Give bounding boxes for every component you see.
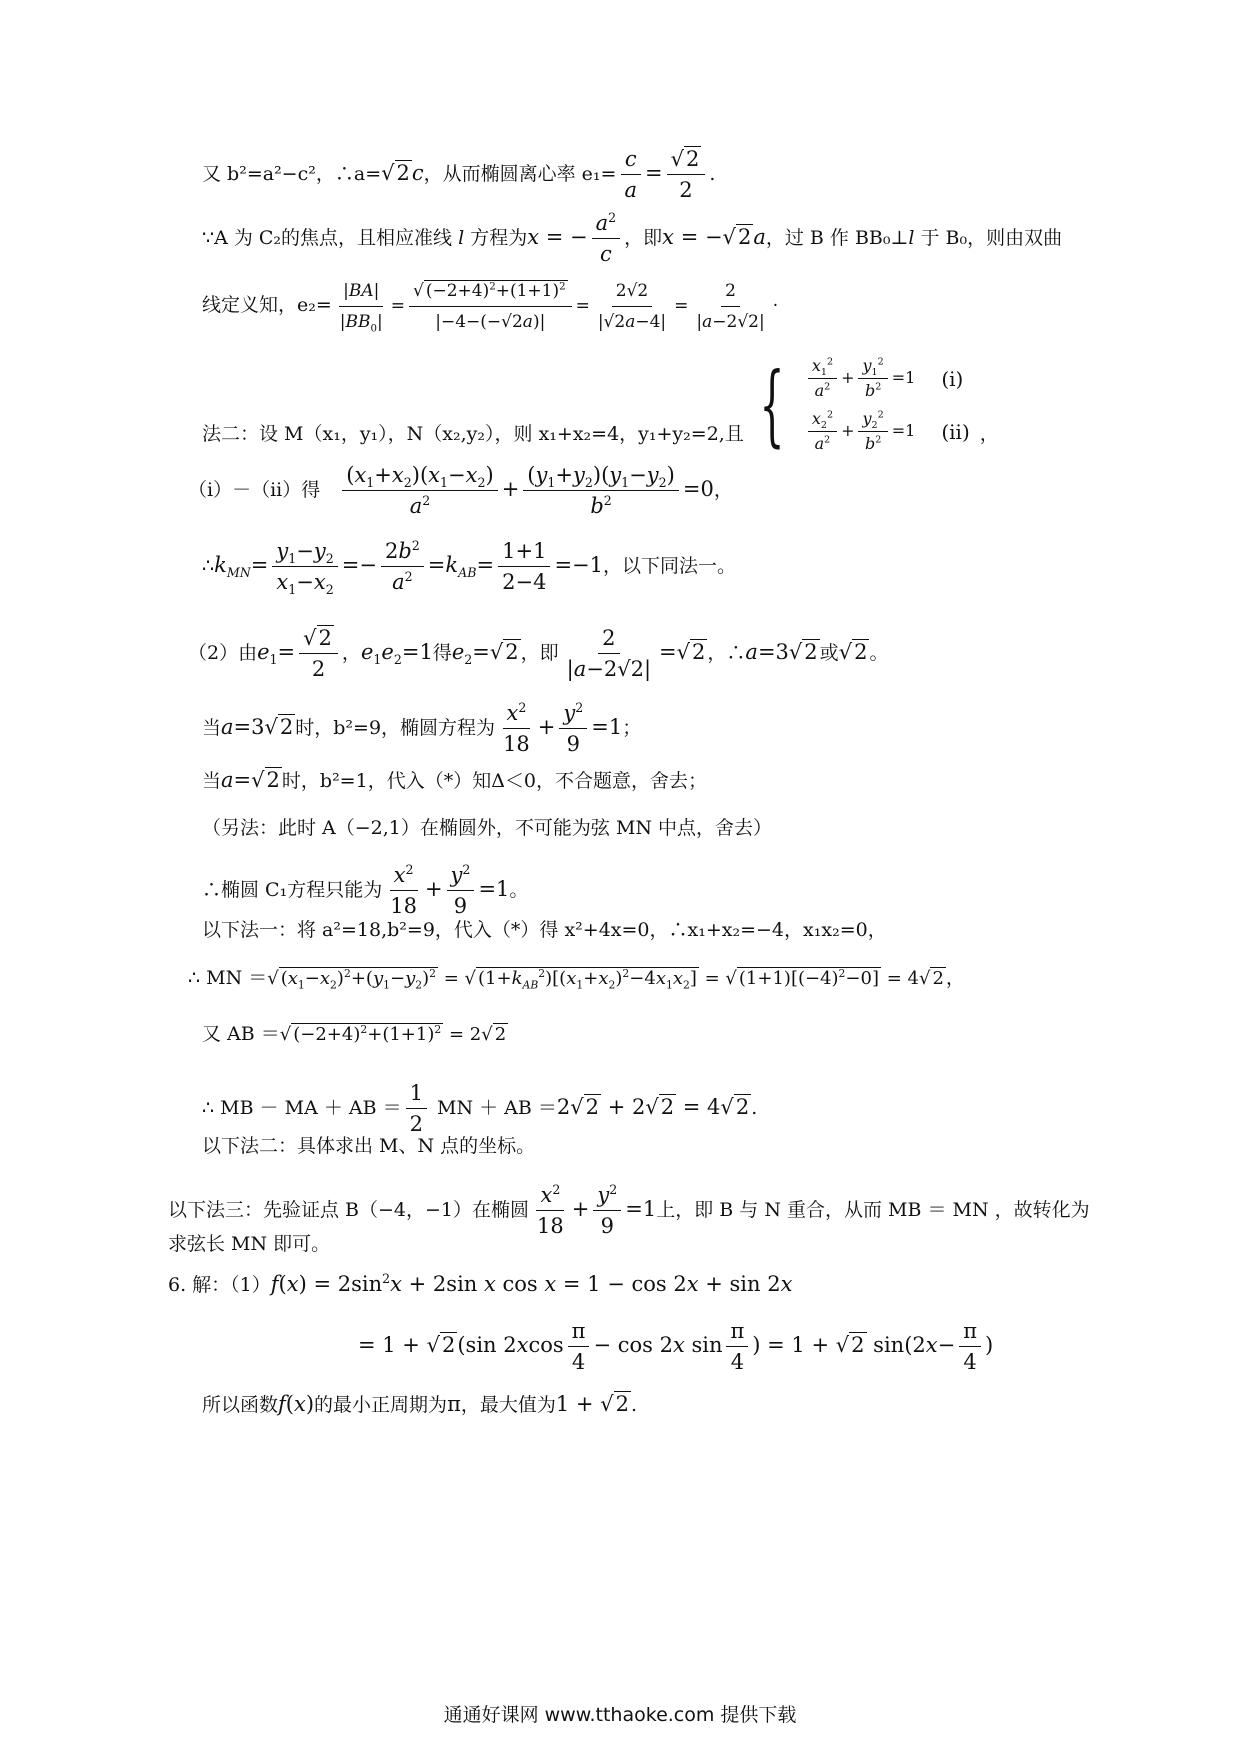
text: ，∴	[707, 642, 746, 664]
formula: $e_1e_2=1$	[360, 640, 433, 668]
formula: π	[447, 1392, 461, 1416]
formula: a=3√2	[221, 715, 294, 739]
formula: $\frac{(x_1+x_2)(x_1-x_2)}{a^2}$ + $\frac{(y_1+y_2)(y_1-y_2)}{b^2}$ =0	[338, 477, 714, 501]
text: 又 b²=a²−c²，∴a=	[202, 163, 382, 185]
text: 于 B₀，则由双曲	[914, 227, 1063, 249]
text: 时，b²=1，代入（*）知Δ＜0，不合题意，舍去；	[281, 770, 708, 792]
tag: (ii)	[941, 419, 970, 444]
text: 时，b²=9，椭圆方程为	[295, 717, 496, 739]
tag: (i)	[941, 366, 964, 391]
line-4	[202, 353, 999, 456]
text: ，	[713, 479, 733, 501]
formula: = 1 + √2(sin 2xcos $\frac{\pi}{4}$ − cos 2x sin $\frac{\pi}{4}$ ) = 1 + √2 sin(2x− $\frac{\pi}{4}$ )	[358, 1319, 994, 1374]
formula: 1 + √2	[555, 1392, 629, 1416]
text: 。	[509, 879, 529, 901]
text: ，过 B 作 BB₀⊥	[765, 227, 909, 249]
text: ，从而椭圆离心率 e₁=	[423, 163, 617, 185]
formula: √ $(-2+4)^2+(1+1)^2 = 2√$ 2	[279, 1023, 507, 1045]
line-8	[202, 700, 641, 757]
formula: $\frac{x^2}{18}$ + $\frac{y^2}{9}$ =1	[537, 1182, 657, 1238]
text: ，即	[624, 227, 663, 249]
formula: √ $(x_1-x_2)^2+(y_1-y_2)^2$ = √ $(1+k_{AB}^2)[(x_1+x_2)^2-4x_1x_2]$ = √ $(1+1)[(-4)^2-0] = 4√$ 2	[267, 967, 944, 992]
formula: $\frac{c}{a}$ = $\frac{√2}{2}$	[616, 161, 709, 185]
line-15	[202, 1080, 757, 1137]
line-3	[202, 278, 778, 335]
text: ，	[945, 967, 965, 989]
brace: {	[759, 353, 785, 456]
text: ∴椭圆 C₁方程只能为	[202, 879, 383, 901]
footer: 通通好课网 www.tthaoke.com 提供下载	[443, 1704, 797, 1726]
text: 以下法三：先验证点 B（−4，−1）在椭圆	[168, 1199, 530, 1221]
line-13	[188, 966, 965, 991]
line-19	[168, 1272, 792, 1297]
text: 的最小正周期为	[314, 1394, 448, 1416]
formula: x = −√2a	[662, 225, 766, 249]
text: 上，即 B 与 N 重合，从而 MB ＝ MN ，故转化为	[656, 1199, 1090, 1221]
text: （2）由	[188, 642, 258, 664]
text: ∴ MN ＝	[188, 967, 268, 989]
line-12: 以下法一：将 a²=18,b²=9，代入（*）得 x²+4x=0，∴x₁+x₂=−4，x₁x₂=0，	[202, 919, 887, 941]
text: ，以下同法一。	[603, 555, 737, 577]
text: 或	[819, 642, 839, 664]
line-18: 求弦长 MN 即可。	[168, 1233, 331, 1255]
text: ∴ MB － MA ＋ AB ＝	[202, 1097, 402, 1119]
text: l	[458, 227, 465, 249]
line-2: ∵A 为 C₂的焦点，且相应准线 l 方程为x = − $\frac{a^2}{c}$ ，即x = −√2a，过 B 作 BB₀⊥l 于 B₀，则由双曲	[202, 210, 1063, 266]
text: .	[751, 1097, 758, 1119]
text: ，最大值为	[460, 1394, 556, 1416]
text: 法二：设 M（x₁，y₁），N（x₂,y₂），则 x₁+x₂=4，y₁+y₂=2,且	[202, 423, 744, 445]
text: ，即	[520, 642, 559, 664]
line-11	[202, 862, 528, 919]
text: 6. 解：（1）	[168, 1274, 271, 1296]
text: ；	[622, 717, 642, 739]
equation-system: { $\frac{x_1^2}{a^2}$ + $\frac{y_1^2}{b^2}$ =1 (i) $\frac{x_2^2}{a^2}$ + $\frac{y_2^2}{b^2}$ =1 (ii)	[759, 353, 970, 456]
text: 又 AB ＝	[202, 1023, 280, 1045]
formula: 2√2 + 2√2 = 4√2	[556, 1095, 750, 1119]
line-5	[188, 462, 733, 519]
line-20	[358, 1318, 993, 1375]
formula: x = − $\frac{a^2}{c}$	[527, 225, 624, 249]
formula: a=3√2	[745, 640, 818, 664]
text: .	[709, 163, 716, 185]
formula: $\frac{x^2}{18}$ + $\frac{y^2}{9}$ =1	[503, 700, 623, 756]
text: ∵A 为 C₂的焦点，且相应准线	[202, 227, 459, 249]
formula: $e_1=$ $\frac{√2}{2}$	[257, 640, 342, 664]
text: 所以函数	[202, 1394, 279, 1416]
text: ∴	[202, 555, 215, 577]
formula: $\frac{1}{2}$	[402, 1095, 431, 1119]
line-9	[202, 768, 707, 793]
formula: $k_{MN}=$ $\frac{y_1-y_2}{x_1-x_2}$ =− $\frac{2b^2}{a^2}$ $=k_{AB}=$ $\frac{1+1}{2-4}$ =−1	[214, 538, 603, 598]
line-17	[168, 1182, 1090, 1239]
formula: √2c	[381, 161, 424, 185]
line-6	[202, 538, 737, 598]
line-7	[188, 625, 888, 682]
line-16: 以下法二：具体求出 M、N 点的坐标。	[202, 1135, 536, 1157]
text: 当	[202, 770, 222, 792]
formula: $e_2=√2$	[451, 640, 519, 668]
text: 方程为	[464, 227, 528, 249]
text: MN ＋ AB ＝	[430, 1097, 557, 1119]
text: .	[630, 1394, 638, 1416]
text: （i）－（ii）得	[188, 479, 321, 501]
line-1	[202, 146, 715, 203]
formula: $\frac{|BA|}{|BB_0|}$ = $\frac{√ (-2+4)^2+(1+1)^2}{|-4-(-√2a)|}$ = $\frac{2√2}{|√2a-4|}$ = $\frac{2}{|a-2√2|}$ ·	[332, 296, 778, 316]
formula: a=√2	[221, 768, 280, 792]
text: 当	[202, 717, 222, 739]
line-21	[202, 1392, 637, 1417]
line-14	[202, 1022, 508, 1047]
formula: $\frac{x^2}{18}$ + $\frac{y^2}{9}$ =1	[390, 862, 510, 918]
formula: f(x)	[278, 1392, 315, 1416]
text: ，	[979, 423, 999, 445]
text: ，	[341, 642, 361, 664]
text: 线定义知，e₂=	[202, 294, 332, 316]
formula: $\frac{2}{|a-2√2|}$ =√2	[566, 626, 706, 681]
text: 。	[869, 642, 889, 664]
line-10: （另法：此时 A（−2,1）在椭圆外，不可能为弦 MN 中点，舍去）	[202, 817, 773, 839]
formula: $f(x) = 2\sin^2x + 2\sin$ x cos x = 1 − cos 2x + sin 2x	[270, 1271, 793, 1296]
formula: √2	[838, 640, 868, 664]
text: 得	[432, 642, 452, 664]
